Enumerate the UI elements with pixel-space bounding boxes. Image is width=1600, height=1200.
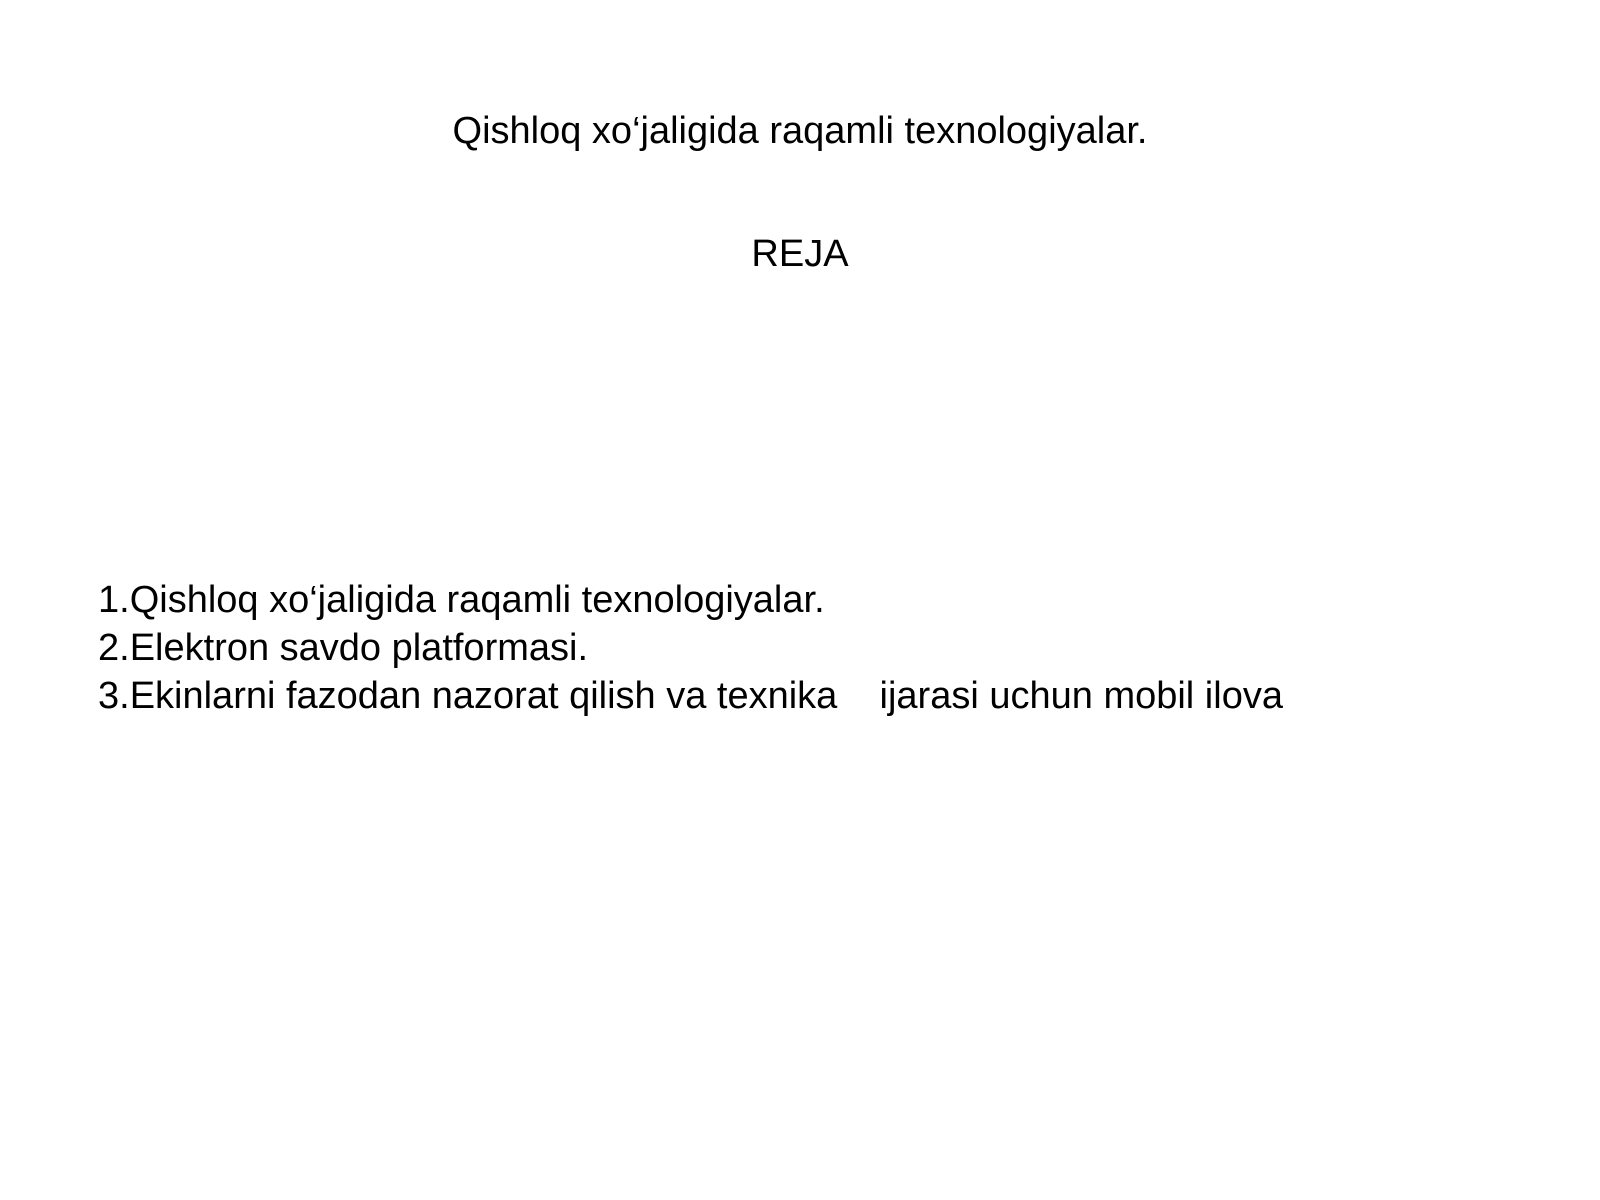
plan-list	[98, 576, 1558, 720]
plan-heading: REJA	[751, 233, 849, 275]
plan-item: 3.Ekinlarni fazodan nazorat qilish va texnika ijarasi uchun mobil ilova	[98, 675, 1283, 717]
page-title: Qishloq xo‘jaligida raqamli texnologiyalar.	[452, 110, 1148, 152]
plan-item: 1.Qishloq xo‘jaligida raqamli texnologiyalar.	[98, 579, 825, 621]
plan-item: 2.Elektron savdo platformasi.	[98, 627, 589, 669]
